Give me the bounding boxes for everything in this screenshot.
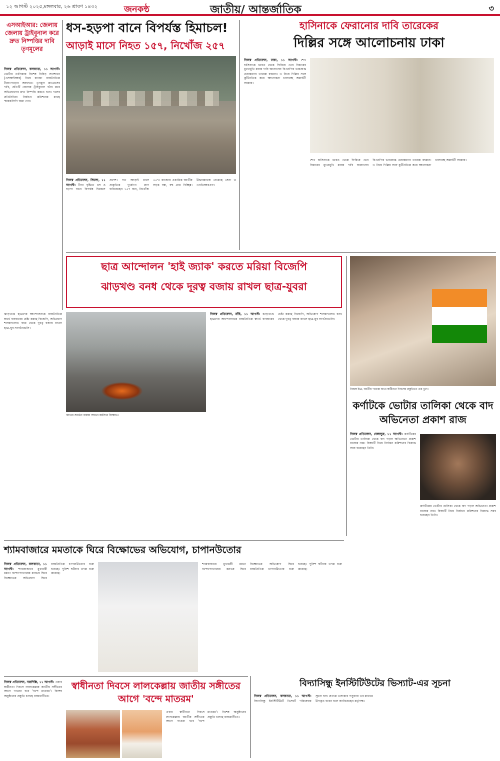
- red-fort-photo: [66, 710, 120, 758]
- brief-text: ভোটার তালিকার বিশেষ নিবিড় সংশোধন (এসআইআর) নিয়ে রাজ্যে রাজনৈতিক টানাপোড়েন অব্যাহত। তৃণমূল কংগ্রেসের দাবি, প্রতিটি জেলায় ট্রাইবুনাল গঠন করে অভিযোগের দ্রুত নিষ্পত্তি করতে হবে। দলের প্রতিনিধিরা নির্বাচন কমিশনের কাছে স্মারকলিপি জমা দেন।: [4, 71, 60, 104]
- indian-flag-icon: [432, 289, 487, 344]
- newspaper-logo: জনকন্ঠ: [124, 5, 150, 15]
- jharkhand-caption: বনধের সমর্থনে রাস্তায় আগুন জ্বালিয়ে বিক্ষোভ।: [66, 413, 119, 417]
- section-title: জাতীয়/ আন্তর্জাতিক: [210, 3, 302, 16]
- prakash-raj-photo: [420, 434, 496, 500]
- jharkhand-headline: ছাত্র আন্দোলন 'হাই জ্যাক' করতে মরিয়া বিজেপি: [100, 261, 307, 273]
- hasina-text: শেখ হাসিনাকে ভারত থেকে ফিরিয়ে এনে বিচারের মুখোমুখি করার দাবি জানালেন বিএনপির ভারপ্রাপ্ত চেয়ারম্যান তারেক রহমান। এ নিয়ে দিল্লির সঙ্গে কূটনৈতিক স্তরে আলোচনা চালাচ্ছে অন্তর্বর্তী সরকার।: [244, 58, 306, 85]
- hasina-body-right: [310, 158, 494, 248]
- himachal-body: [66, 178, 236, 238]
- jharkhand-text-left: ঝাড়খণ্ডে ছাত্রদের আন্দোলনকে রাজনৈতিক স্বার্থে ব্যবহারের চেষ্টা করছে বিজেপি, অভিযোগ শাসকদলের। বনধ থেকে দূরত্ব বজায় রাখল ছাত্র-যুব সংগঠনগুলি।: [4, 312, 62, 330]
- karnataka-text: কর্ণাটকের ভোটার তালিকা থেকে বাদ পড়ল অভিনেতা প্রকাশ রাজের নাম। বিষয়টি নিয়ে নির্বাচন কমিশনের বিরুদ্ধে সরব হয়েছেন তিনি।: [350, 432, 416, 450]
- brief-body: [4, 67, 60, 307]
- himachal-dateline: নিজস্ব প্রতিবেদন, সিমলা, ১১ আগস্ট:: [66, 178, 106, 187]
- shyambazar-body-right: [202, 562, 342, 672]
- child-with-flag-photo: [350, 256, 496, 386]
- column-divider: [346, 256, 347, 536]
- shyambazar-text: শ্যামবাজারে মুখ্যমন্ত্রী মমতা বন্দ্যোপাধ্যায়ের কনভয় ঘিরে বিক্ষোভের অভিযোগ ঘিরে রাজনৈতিক চাপানউতোর শুরু হয়েছে। পুলিশ ঘটনার তদন্ত শুরু করেছে।: [4, 562, 94, 580]
- brief-dateline: নিজস্ব প্রতিবেদন, কলকাতা, ১১ আগস্ট:: [4, 67, 60, 71]
- shyambazar-body-left: [4, 562, 94, 672]
- jharkhand-body-left: [4, 312, 62, 532]
- jharkhand-protest-photo: [66, 312, 206, 412]
- karnataka-body-right: [420, 504, 496, 534]
- jharkhand-subhead: ঝাড়খণ্ড বনধ থেকে দূরত্ব বজায় রাখল ছাত্র-যুবরা: [101, 281, 307, 293]
- column-divider: [62, 20, 63, 310]
- himachal-headline: ধস-হড়পা বানে বিপর্যস্ত হিমাচল!: [66, 20, 228, 35]
- vidyasagar-body: [254, 694, 496, 758]
- vidyasagar-dateline: নিজস্ব প্রতিবেদন, কলকাতা, ১১ আগস্ট:: [254, 694, 312, 698]
- shyambazar-dateline: নিজস্ব প্রতিবেদন, কলকাতা, ১১ আগস্ট:: [4, 562, 47, 571]
- mamata-photo: [98, 562, 198, 672]
- karnataka-photo-caption: নিজস্ব চিত্র, জাতীয় পতাকা হাতে স্বাধীনতা দিবসের প্রস্তুতিতে এক খুদে।: [350, 387, 429, 391]
- independence-dateline: নিজস্ব প্রতিবেদন, নয়াদিল্লি, ১১ আগস্ট:: [4, 680, 55, 684]
- independence-text-continued: এবার স্বাধীনতা দিবসে লালকেল্লায় জাতীয় সঙ্গীতের আগে গাওয়া হবে 'বন্দে মাতরম'। বিশেষ অনুষ্ঠানের প্রস্তুতি চলছে রাজধানীতে।: [166, 710, 246, 724]
- jharkhand-text: ঝাড়খণ্ডে ছাত্রদের আন্দোলনকে রাজনৈতিক স্বার্থে ব্যবহারের চেষ্টা করছে বিজেপি, অভিযোগ শাসকদলের। বনধ থেকে দূরত্ব বজায় রাখল ছাত্র-যুব সংগঠনগুলি।: [210, 312, 342, 321]
- independence-headline: স্বাধীনতা দিবসে লালকেল্লায় জাতীয় সঙ্গীতের আগে 'বন্দে মাতরম': [71, 681, 241, 705]
- jharkhand-body: [210, 312, 342, 432]
- independence-body-right: [166, 710, 246, 758]
- karnataka-dateline: নিজস্ব প্রতিবেদন, বেঙ্গালুরু, ১১ আগস্ট:: [350, 432, 403, 436]
- hasina-headline: হাসিনাকে ফেরানোর দাবি তারেকের: [299, 21, 439, 32]
- flag-hoisting-photo: [122, 710, 162, 758]
- brief-headline: এসআইআর: জেলায় জেলায় ট্রাইবুনাল করে দ্রুত নিষ্পত্তির দাবি তৃণমূলের: [5, 22, 59, 53]
- himachal-flood-photo: [66, 56, 236, 174]
- page-number: ৩: [488, 4, 494, 13]
- hasina-body-left: [244, 58, 306, 248]
- hasina-meeting-photo: [310, 58, 494, 153]
- himachal-subhead: আড়াই মাসে নিহত ১৫৭, নিখোঁজ ২৫৭: [66, 41, 226, 52]
- karnataka-headline: কর্ণাটকে ভোটার তালিকা থেকে বাদ অভিনেতা প্রকাশ রাজ: [352, 401, 494, 426]
- issue-date: ১২ আগস্ট ২০২৫,মঙ্গলবার, ২৬ শ্রাবণ ১৪৩২: [6, 4, 98, 10]
- hasina-dateline: নিজস্ব প্রতিবেদন, ঢাকা, ১১ আগস্ট:: [244, 58, 298, 62]
- shyambazar-text-continued: শ্যামবাজারে মুখ্যমন্ত্রী মমতা বন্দ্যোপাধ্যায়ের কনভয় ঘিরে বিক্ষোভের অভিযোগ ঘিরে রাজনৈতিক চাপানউতোর শুরু হয়েছে। পুলিশ ঘটনার তদন্ত শুরু করেছে।: [202, 562, 342, 571]
- jharkhand-dateline: নিজস্ব প্রতিবেদন, রাঁচি, ১১ আগস্ট:: [210, 312, 261, 316]
- independence-text: এবার স্বাধীনতা দিবসে লালকেল্লায় জাতীয় সঙ্গীতের আগে গাওয়া হবে 'বন্দে মাতরম'। বিশেষ অনুষ্ঠানের প্রস্তুতি চলছে রাজধানীতে।: [4, 680, 62, 698]
- section-divider: [66, 252, 496, 253]
- section-divider: [4, 676, 248, 677]
- himachal-text: টানা বৃষ্টিতে ধস ও হড়পা বানে বিপর্যস্ত হিমাচল প্রদেশ। গত আড়াই মাসে প্রাকৃতিক দুর্যোগে প্রাণ হারিয়েছেন ১৫৭ জন, নিখোঁজ ২৫৭। রাজ্যের একাধিক জাতীয় সড়ক বন্ধ, বহু গ্রাম বিচ্ছিন্ন। উদ্ধারকাজে নেমেছে সেনা ও এনডিআরএফ।: [66, 178, 236, 192]
- column-divider: [239, 20, 240, 250]
- independence-body-left: [4, 680, 62, 758]
- vidyasagar-headline: বিদ্যাসিন্ধু ইনস্টিটিউটের ভিস্যাট-এর সূচনা: [299, 679, 451, 689]
- section-divider: [4, 540, 344, 541]
- column-divider: [250, 676, 251, 758]
- karnataka-text-continued: কর্ণাটকের ভোটার তালিকা থেকে বাদ পড়ল অভিনেতা প্রকাশ রাজের নাম। বিষয়টি নিয়ে নির্বাচন কমিশনের বিরুদ্ধে সরব হয়েছেন তিনি।: [420, 504, 496, 518]
- hasina-subhead: দিল্লির সঙ্গে আলোচনায় ঢাকা: [293, 36, 445, 51]
- karnataka-body: [350, 432, 416, 532]
- shyambazar-headline: শ্যামবাজারে মমতাকে ঘিরে বিক্ষোভের অভিযোগ, চাপানউতোর: [4, 545, 242, 556]
- hasina-text-continued: শেখ হাসিনাকে ভারত থেকে ফিরিয়ে এনে বিচারের মুখোমুখি করার দাবি জানালেন বিএনপির ভারপ্রাপ্ত চেয়ারম্যান তারেক রহমান। এ নিয়ে দিল্লির সঙ্গে কূটনৈতিক স্তরে আলোচনা চালাচ্ছে অন্তর্বর্তী সরকার।: [310, 158, 467, 167]
- vidyasagar-text: বিদ্যাসিন্ধু ইনস্টিটিউটে ভিস্যাট পরিষেবার সূচনা হল। প্রত্যন্ত এলাকার পড়ুয়ারা এর মাধ্যমে উপকৃত হবেন বলে জানিয়েছেন কর্তৃপক্ষ।: [254, 694, 373, 703]
